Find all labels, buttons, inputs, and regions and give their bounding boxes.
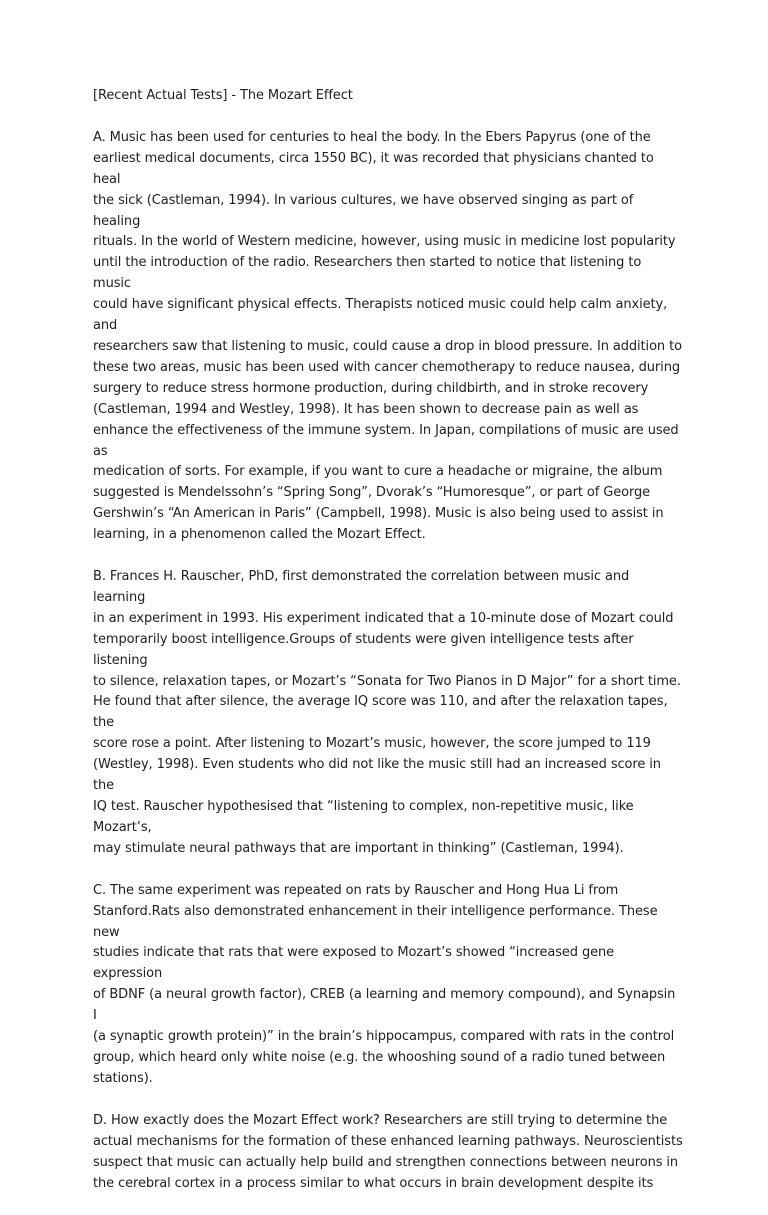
document-title: [Recent Actual Tests] - The Mozart Effect [93, 88, 353, 103]
paragraph-a: A. Music has been used for centuries to heal the body. In the Ebers Papyrus (one of the earliest medical documents, circa 1550 BC), it was recorded that physicians chanted to heal the sick (Castleman, 1994). In various cultures, we have observed singing as part of healing rituals. In the world of Western medicine, however, using music in medicine lost popularity until the introduction of the radio. Researchers then started to notice that listening to music could have significant physical effects. Therapists noticed music could help calm anxiety, and researchers saw that listening to music, could cause a drop in blood pressure. In addition to these two areas, music has been used with cancer chemotherapy to reduce nausea, during surgery to reduce stress hormone production, during childbirth, and in stroke recovery (Castleman, 1994 and Westley, 1998). It has been shown to decrease pain as well as enhance the effectiveness of the immune system. In Japan, compilations of music are used as medication of sorts. For example, if you want to cure a headache or migraine, the album suggested is Mendelssohn’s “Spring Song”, Dvorak’s “Humoresque”, or part of George Gershwin’s “An American in Paris” (Campbell, 1998). Music is also being used to assist in learning, in a phenomenon called the Mozart Effect. [93, 129, 682, 543]
paragraph-b: B. Frances H. Rauscher, PhD, first demonstrated the correlation between music and learning in an experiment in 1993. His experiment indicated that a 10-minute dose of Mozart could temporarily boost intelligence.Groups of students were given intelligence tests after listening to silence, relaxation tapes, or Mozart’s “Sonata for Two Pianos in D Major” for a short time. He found that after silence, the average IQ score was 110, and after the relaxation tapes, the score rose a point. After listening to Mozart’s music, however, the score jumped to 119 (Westley, 1998). Even students who did not like the music still had an increased score in the IQ test. Rauscher hypothesised that “listening to complex, non-repetitive music, like Mozart’s, may stimulate neural pathways that are important in thinking” (Castleman, 1994). [93, 569, 681, 856]
paragraph-c: C. The same experiment was repeated on rats by Rauscher and Hong Hua Li from Stanford.Rats also demonstrated enhancement in their intelligence performance. These new studies indicate that rats that were exposed to Mozart’s showed “increased gene expression of BDNF (a neural growth factor), CREB (a learning and memory compound), and Synapsin I (a synaptic growth protein)” in the brain’s hippocampus, compared with rats in the control group, which heard only white noise (e.g. the whooshing sound of a radio tuned between stations). [93, 882, 676, 1086]
document-body [93, 86, 683, 1215]
paragraph-d: D. How exactly does the Mozart Effect work? Researchers are still trying to determine the actual mechanisms for the formation of these enhanced learning pathways. Neuroscientists suspect that music can actually help build and strengthen connections between neurons in the cerebral cortex in a process similar to what occurs in brain development despite its [93, 1112, 683, 1191]
